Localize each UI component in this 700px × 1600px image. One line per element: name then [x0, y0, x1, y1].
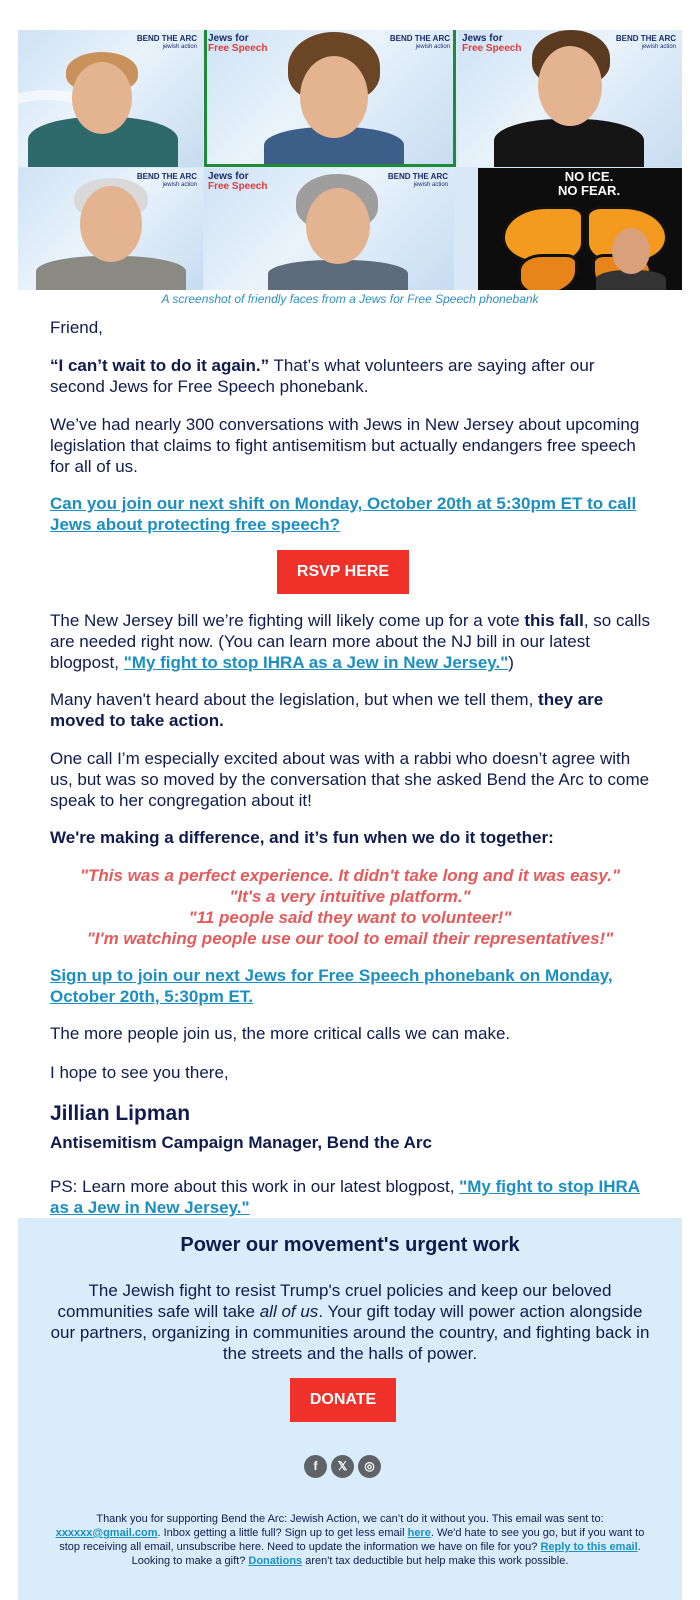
- quote-line: "This was a perfect experience. It didn't take long and it was easy.": [79, 866, 621, 885]
- signup-phonebank-link[interactable]: Sign up to join our next Jews for Free Speech phonebank on Monday, October 20th, 5:30pm ET.: [50, 966, 613, 1006]
- paragraph: Many haven't heard about the legislation, but when we tell them, they are moved to take action.: [50, 690, 604, 730]
- paragraph: We’ve had nearly 300 conversations with Jews in New Jersey about upcoming legislation that claims to fight antisemitism but actually endangers free speech for all of us.: [50, 415, 640, 476]
- participant-avatar: [494, 30, 644, 167]
- video-tile: [478, 168, 682, 290]
- join-shift-link[interactable]: Can you join our next shift on Monday, October 20th at 5:30pm ET to call Jews about protecting free speech?: [50, 494, 637, 534]
- video-tile: BEND THE ARC jewish action: [18, 168, 203, 290]
- donate-button[interactable]: DONATE: [290, 1378, 396, 1422]
- paragraph: “I can’t wait to do it again.” That’s what volunteers are saying after our second Jews for Free Speech phonebank.: [50, 356, 595, 396]
- reply-email-link[interactable]: Reply to this email: [540, 1541, 638, 1553]
- quote-line: "11 people said they want to volunteer!": [188, 908, 512, 927]
- video-tile: Jews for Free Speech BEND THE ARC jewish action: [204, 30, 456, 167]
- participant-avatar: [596, 220, 666, 290]
- paragraph: One call I’m especially excited about was with a rabbi who doesn’t agree with us, but was so moved by the conversation that she asked Bend the Arc to come speak to her congregation about it!: [50, 749, 650, 810]
- active-speaker-frame: [204, 30, 456, 167]
- quote-line: "I'm watching people use our tool to email their representatives!": [86, 929, 614, 948]
- paragraph: The more people join us, the more critical calls we can make.: [50, 1024, 511, 1043]
- protest-sign: NO ICE. NO FEAR.: [557, 169, 621, 198]
- volunteer-quotes: [50, 865, 650, 949]
- ps-blogpost-link[interactable]: "My fight to stop IHRA as a Jew in New Jersey.": [50, 1177, 641, 1217]
- cta-link: [50, 493, 650, 535]
- brand-logo-text: BEND THE ARC: [136, 34, 197, 43]
- postscript: PS: Learn more about this work in our latest blogpost, "My fight to stop IHRA as a Jew in New Jersey.": [50, 1177, 641, 1217]
- blogpost-link[interactable]: "My fight to stop IHRA as a Jew in New Jersey.": [123, 653, 509, 672]
- less-email-link[interactable]: here: [407, 1527, 431, 1539]
- video-tile: Jews for Free Speech BEND THE ARC jewish action: [204, 168, 454, 290]
- rsvp-button[interactable]: RSVP HERE: [277, 550, 409, 594]
- panel-title: Power our movement's urgent work: [180, 1234, 520, 1256]
- hero-image: [18, 30, 682, 290]
- paragraph: The New Jersey bill we’re fighting will likely come up for a vote this fall, so calls are needed right now. (You can learn more about the NJ bill in our latest blogpost, "My fight to stop IHRA as a Jew in New Jersey."): [50, 611, 650, 672]
- donations-link[interactable]: Donations: [248, 1555, 303, 1567]
- video-tile: BEND THE ARC jewish action: [18, 30, 203, 167]
- facebook-icon[interactable]: f: [304, 1455, 327, 1478]
- participant-avatar: [268, 168, 408, 290]
- x-twitter-icon[interactable]: 𝕏: [331, 1455, 354, 1478]
- footer-text: Thank you for supporting Bend the Arc: Jewish Action, we can’t do it without you. This email was sent to: xxxxxx@gmail.com. Inbox getting a little full? Sign up to get less email here. We'd hate to see you go, but if you want to stop receiving all email, unsubscribe here. Need to update the information we have on file for you? Reply to this email. Looking to make a gift? Donations aren't tax deductible but help make this work possible.: [55, 1513, 645, 1567]
- participant-avatar: [36, 168, 186, 290]
- image-caption: A screenshot of friendly faces from a Jews for Free Speech phonebank: [161, 292, 539, 306]
- video-tile: Jews for Free Speech BEND THE ARC jewish action: [458, 30, 682, 167]
- greeting: Friend,: [50, 318, 103, 337]
- paragraph: We're making a difference, and it’s fun when we do it together:: [50, 828, 554, 847]
- panel-text: The Jewish fight to resist Trump's cruel policies and keep our beloved communities safe will take all of us. Your gift today will power action alongside our partners, organizing in communities around the country, and fighting back in the streets and the halls of power.: [50, 1281, 650, 1363]
- quote-line: "It's a very intuitive platform.": [229, 887, 471, 906]
- participant-avatar: [28, 30, 178, 167]
- signature-title: Antisemitism Campaign Manager, Bend the Arc: [50, 1133, 432, 1152]
- signature-name: Jillian Lipman: [50, 1102, 191, 1125]
- recipient-email-link[interactable]: xxxxxx@gmail.com: [55, 1527, 158, 1539]
- paragraph: I hope to see you there,: [50, 1063, 229, 1082]
- cta-link: [50, 965, 650, 1007]
- instagram-icon[interactable]: ◎: [358, 1455, 381, 1478]
